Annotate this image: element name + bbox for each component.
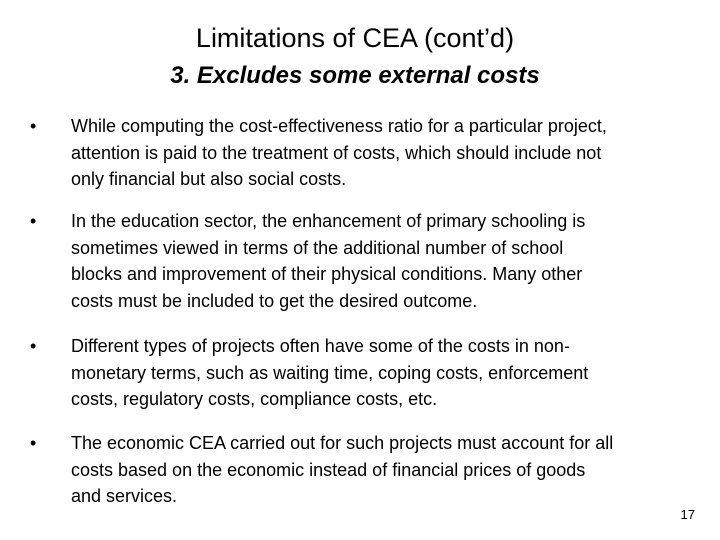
bullet-icon: • [30,433,37,453]
bullet-text: In the education sector, the enhancement of primary schooling is sometimes viewed in terms of the additional number of school blocks and improvement of their physical conditions. Many other costs must be included to get the desired outcome. [71,211,586,311]
bullet-icon: • [30,116,37,136]
bullet-text: Different types of projects often have some of the costs in non- monetary terms, such as waiting time, coping costs, enforcement costs, regulatory costs, compliance costs, etc. [71,336,589,409]
bullet-text: The economic CEA carried out for such projects must account for all costs based on the economic instead of financial prices of goods and services. [71,433,614,506]
slide-title: Limitations of CEA (cont’d) [195,23,515,53]
bullet-icon: • [30,211,37,231]
page-number: 17 [680,507,695,522]
bullet-icon: • [30,336,37,356]
slide-subtitle: 3. Excludes some external costs [170,62,540,89]
bullet-text: While computing the cost-effectiveness ratio for a particular project, attention is paid to the treatment of costs, which should include not only financial but also social costs. [71,116,607,189]
